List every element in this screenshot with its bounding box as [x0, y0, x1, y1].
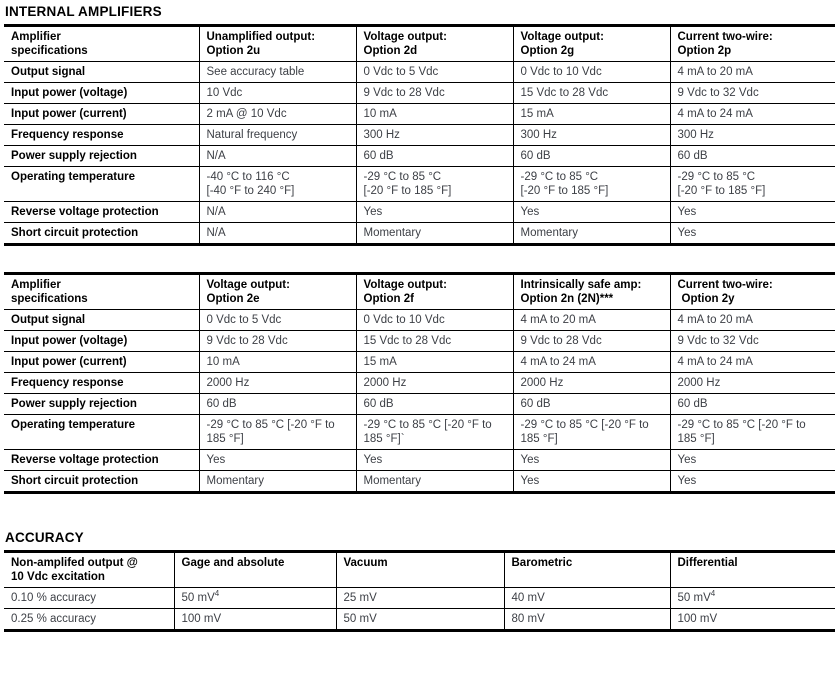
table-cell: [670, 62, 835, 83]
table-cell: [199, 373, 356, 394]
table-cell: [356, 62, 513, 83]
cell-line-1: 4 mA to 20 mA: [677, 314, 753, 326]
cell-line-1: -29 °C to 85 °C [-20 °F to: [677, 419, 806, 431]
header-line-1: Non-amplifed output @: [11, 557, 138, 569]
cell-line-1: Yes: [520, 454, 540, 466]
cell-line-1: Yes: [520, 475, 540, 487]
table-cell: [199, 62, 356, 83]
table-cell: [199, 352, 356, 373]
cell-line-1: 60 dB: [363, 398, 394, 410]
row-label: Input power (voltage): [4, 331, 199, 352]
table-row: [4, 588, 835, 609]
cell-line-1: 0 Vdc to 5 Vdc: [363, 66, 439, 78]
table-row: [4, 223, 835, 245]
cell-line-1: -29 °C to 85 °C: [363, 171, 442, 183]
table-cell: [670, 352, 835, 373]
cell-line-1: 4 mA to 20 mA: [677, 66, 753, 78]
table-cell: [670, 450, 835, 471]
cell-line-1: -29 °C to 85 °C [-20 °F to: [206, 419, 335, 431]
cell-line-1: 2 mA @ 10 Vdc: [206, 108, 287, 120]
header-line-1: Amplifier: [11, 279, 61, 291]
column-header-spec: [4, 274, 199, 310]
cell-line-1: 2000 Hz: [206, 377, 250, 389]
header-line-2: specifications: [11, 45, 88, 57]
cell-line-1: 4 mA to 24 mA: [677, 108, 753, 120]
row-label: Frequency response: [4, 373, 199, 394]
row-label: Input power (voltage): [4, 83, 199, 104]
table-cell: [504, 609, 670, 631]
cell-line-1: 300 Hz: [520, 129, 557, 141]
table-row: [4, 352, 835, 373]
table-cell: [670, 471, 835, 493]
table-cell: [199, 331, 356, 352]
internal-amplifiers-table-1: [4, 24, 835, 246]
table-cell: [513, 450, 670, 471]
column-header-option-2d: [356, 26, 513, 62]
header-line-2: Option 2y: [681, 293, 735, 305]
table-cell: [670, 310, 835, 331]
table-cell: [356, 202, 513, 223]
cell-value: 100 mV: [181, 613, 222, 625]
cell-value: 40 mV: [511, 592, 545, 604]
table-cell: [513, 331, 670, 352]
table-row: [4, 104, 835, 125]
cell-line-1: N/A: [206, 206, 226, 218]
header-line-2: Option 2e: [206, 293, 260, 305]
table-cell: [670, 146, 835, 167]
column-header-non-amplified-output: [4, 552, 174, 588]
cell-line-1: -40 °C to 116 °C: [206, 171, 290, 183]
cell-line-1: Yes: [677, 454, 697, 466]
table-cell: [199, 125, 356, 146]
header-line-2: Option 2n (2N)***: [520, 293, 614, 305]
column-header-differential: [670, 552, 835, 588]
cell-line-2: 185 °F]`: [363, 433, 405, 445]
cell-line-1: 10 mA: [206, 356, 240, 368]
table-header-row: [4, 26, 835, 62]
column-header-option-2u: [199, 26, 356, 62]
cell-value: 50 mV: [181, 592, 215, 604]
header-line-1: Vacuum: [343, 557, 388, 569]
table-cell: [670, 223, 835, 245]
cell-line-1: 60 dB: [677, 398, 708, 410]
table-cell: [513, 125, 670, 146]
cell-line-1: 0 Vdc to 5 Vdc: [206, 314, 282, 326]
cell-line-1: 15 Vdc to 28 Vdc: [363, 335, 452, 347]
cell-line-2: [-20 °F to 185 °F]: [677, 185, 766, 197]
header-line-2: specifications: [11, 293, 88, 305]
cell-line-1: 9 Vdc to 32 Vdc: [677, 87, 759, 99]
table-cell: [199, 394, 356, 415]
cell-line-1: 300 Hz: [363, 129, 400, 141]
cell-line-1: 9 Vdc to 28 Vdc: [206, 335, 288, 347]
table-cell: [356, 310, 513, 331]
cell-line-1: Momentary: [206, 475, 265, 487]
table-cell: [513, 167, 670, 202]
table-row: [4, 609, 835, 631]
column-header-option-2f: [356, 274, 513, 310]
table-cell: [513, 104, 670, 125]
row-label: Reverse voltage protection: [4, 450, 199, 471]
cell-line-1: -29 °C to 85 °C: [677, 171, 756, 183]
table-cell: [513, 394, 670, 415]
table-cell: [356, 415, 513, 450]
table-cell: [670, 331, 835, 352]
table-cell: [174, 609, 336, 631]
header-line-1: Voltage output:: [363, 31, 447, 43]
table-header-row: [4, 274, 835, 310]
cell-line-1: Yes: [677, 206, 697, 218]
table-row: [4, 415, 835, 450]
table-cell: [199, 202, 356, 223]
cell-line-1: 15 mA: [363, 356, 397, 368]
cell-line-1: Yes: [206, 454, 226, 466]
cell-line-1: 60 dB: [206, 398, 237, 410]
table-cell: [670, 373, 835, 394]
header-line-1: Voltage output:: [363, 279, 447, 291]
cell-line-1: Natural frequency: [206, 129, 298, 141]
table-cell: [199, 83, 356, 104]
table-cell: [356, 223, 513, 245]
table-row: [4, 471, 835, 493]
table-cell: [670, 125, 835, 146]
cell-line-1: 15 Vdc to 28 Vdc: [520, 87, 609, 99]
table-cell: [356, 125, 513, 146]
cell-line-1: 10 mA: [363, 108, 397, 120]
cell-line-1: 9 Vdc to 28 Vdc: [363, 87, 445, 99]
table-row: [4, 331, 835, 352]
cell-value: 80 mV: [511, 613, 545, 625]
table-cell: [356, 146, 513, 167]
table-cell: [670, 588, 835, 609]
column-header-vacuum: [336, 552, 504, 588]
table-cell: [174, 588, 336, 609]
header-line-2: Option 2d: [363, 45, 418, 57]
table-cell: [199, 104, 356, 125]
table-cell: [513, 415, 670, 450]
cell-line-1: -29 °C to 85 °C [-20 °F to: [363, 419, 492, 431]
table-cell: [513, 202, 670, 223]
cell-line-1: N/A: [206, 150, 226, 162]
cell-line-1: -29 °C to 85 °C [-20 °F to: [520, 419, 649, 431]
table-cell: [356, 394, 513, 415]
cell-line-2: 185 °F]: [677, 433, 715, 445]
row-label: Frequency response: [4, 125, 199, 146]
table-row: [4, 394, 835, 415]
table-row: [4, 146, 835, 167]
cell-line-1: 0 Vdc to 10 Vdc: [363, 314, 445, 326]
header-line-1: Intrinsically safe amp:: [520, 279, 642, 291]
footnote-marker: 4: [214, 589, 220, 599]
cell-line-1: 2000 Hz: [363, 377, 407, 389]
column-header-option-2p: [670, 26, 835, 62]
cell-value: 50 mV: [677, 592, 711, 604]
cell-line-1: 60 dB: [677, 150, 708, 162]
table-cell: [670, 415, 835, 450]
table-cell: [513, 352, 670, 373]
cell-line-1: 4 mA to 20 mA: [520, 314, 596, 326]
accuracy-table: [4, 550, 835, 632]
table-cell: [199, 223, 356, 245]
table-cell: [513, 223, 670, 245]
header-line-1: Gage and absolute: [181, 557, 285, 569]
table-cell: [513, 471, 670, 493]
cell-line-1: 300 Hz: [677, 129, 714, 141]
table-row: [4, 125, 835, 146]
table-cell: [670, 167, 835, 202]
footnote-marker: 4: [710, 589, 716, 599]
cell-line-1: 60 dB: [520, 398, 551, 410]
column-header-barometric: [504, 552, 670, 588]
table-cell: [356, 331, 513, 352]
column-header-option-2e: [199, 274, 356, 310]
table-header-row: [4, 552, 835, 588]
column-header-option-2n: [513, 274, 670, 310]
column-header-gage-and-absolute: [174, 552, 336, 588]
internal-amplifiers-table-2: [4, 272, 835, 494]
table-row: [4, 450, 835, 471]
cell-line-1: 60 dB: [363, 150, 394, 162]
cell-line-1: Yes: [363, 206, 383, 218]
table-cell: [356, 373, 513, 394]
header-line-2: Option 2u: [206, 45, 261, 57]
table-row: [4, 310, 835, 331]
table-cell: [199, 146, 356, 167]
cell-line-1: 9 Vdc to 28 Vdc: [520, 335, 602, 347]
header-line-1: Barometric: [511, 557, 573, 569]
table-cell: [670, 104, 835, 125]
header-line-1: Voltage output:: [206, 279, 290, 291]
table-cell: [670, 394, 835, 415]
row-label: Short circuit protection: [4, 223, 199, 245]
table-gap-spacer: [2, 246, 834, 272]
table-cell: [513, 310, 670, 331]
header-line-1: Current two-wire:: [677, 279, 773, 291]
table-row: [4, 167, 835, 202]
cell-line-1: 15 mA: [520, 108, 554, 120]
cell-line-1: Momentary: [520, 227, 579, 239]
cell-line-2: [-20 °F to 185 °F]: [363, 185, 452, 197]
table-cell: [356, 83, 513, 104]
cell-line-1: 60 dB: [520, 150, 551, 162]
cell-line-1: N/A: [206, 227, 226, 239]
table-row: [4, 83, 835, 104]
row-label: Input power (current): [4, 352, 199, 373]
header-line-1: Differential: [677, 557, 738, 569]
table-cell: [670, 202, 835, 223]
cell-line-1: Momentary: [363, 227, 422, 239]
table-cell: [513, 62, 670, 83]
header-line-1: Voltage output:: [520, 31, 604, 43]
table-row: [4, 373, 835, 394]
row-label: 0.25 % accuracy: [4, 609, 174, 631]
cell-line-1: See accuracy table: [206, 66, 305, 78]
column-header-option-2g: [513, 26, 670, 62]
cell-line-2: 185 °F]: [206, 433, 244, 445]
table-cell: [356, 450, 513, 471]
table-row: [4, 62, 835, 83]
row-label: Operating temperature: [4, 415, 199, 450]
cell-line-2: 185 °F]: [520, 433, 558, 445]
header-line-1: Unamplified output:: [206, 31, 316, 43]
table-cell: [356, 167, 513, 202]
table-cell: [513, 373, 670, 394]
row-label: Power supply rejection: [4, 146, 199, 167]
cell-value: 25 mV: [343, 592, 377, 604]
header-line-2: Option 2p: [677, 45, 732, 57]
cell-value: 100 mV: [677, 613, 718, 625]
table-cell: [199, 450, 356, 471]
table-cell: [336, 588, 504, 609]
column-header-option-2y: [670, 274, 835, 310]
column-header-spec: [4, 26, 199, 62]
row-label: Input power (current): [4, 104, 199, 125]
table-cell: [199, 167, 356, 202]
header-line-1: Amplifier: [11, 31, 61, 43]
row-label: Output signal: [4, 310, 199, 331]
row-label: Operating temperature: [4, 167, 199, 202]
row-label: 0.10 % accuracy: [4, 588, 174, 609]
section-title-accuracy: ACCURACY: [5, 530, 84, 545]
cell-line-1: 0 Vdc to 10 Vdc: [520, 66, 602, 78]
table-cell: [513, 146, 670, 167]
section-title-internal-amplifiers: INTERNAL AMPLIFIERS: [5, 4, 162, 19]
cell-line-1: -29 °C to 85 °C: [520, 171, 599, 183]
row-label: Short circuit protection: [4, 471, 199, 493]
cell-line-1: 10 Vdc: [206, 87, 243, 99]
header-line-2: 10 Vdc excitation: [11, 571, 105, 583]
row-label: Reverse voltage protection: [4, 202, 199, 223]
table-cell: [199, 310, 356, 331]
cell-line-1: Yes: [677, 475, 697, 487]
cell-line-2: [-20 °F to 185 °F]: [520, 185, 609, 197]
table-row: [4, 202, 835, 223]
table-cell: [199, 471, 356, 493]
row-label: Output signal: [4, 62, 199, 83]
cell-line-1: 4 mA to 24 mA: [520, 356, 596, 368]
cell-line-1: 2000 Hz: [677, 377, 721, 389]
cell-line-1: Yes: [677, 227, 697, 239]
table-cell: [356, 104, 513, 125]
header-line-2: Option 2g: [520, 45, 575, 57]
cell-line-1: 4 mA to 24 mA: [677, 356, 753, 368]
header-line-2: Option 2f: [363, 293, 414, 305]
table-cell: [670, 609, 835, 631]
table-cell: [336, 609, 504, 631]
cell-value: 50 mV: [343, 613, 377, 625]
row-label: Power supply rejection: [4, 394, 199, 415]
cell-line-1: 2000 Hz: [520, 377, 564, 389]
table-cell: [504, 588, 670, 609]
table-cell: [356, 471, 513, 493]
table-cell: [356, 352, 513, 373]
cell-line-1: Momentary: [363, 475, 422, 487]
cell-line-1: 9 Vdc to 32 Vdc: [677, 335, 759, 347]
cell-line-1: Yes: [520, 206, 540, 218]
cell-line-1: Yes: [363, 454, 383, 466]
table-cell: [670, 83, 835, 104]
header-line-1: Current two-wire:: [677, 31, 773, 43]
cell-line-2: [-40 °F to 240 °F]: [206, 185, 295, 197]
table-cell: [199, 415, 356, 450]
accuracy-section-spacer: [2, 494, 834, 530]
table-cell: [513, 83, 670, 104]
